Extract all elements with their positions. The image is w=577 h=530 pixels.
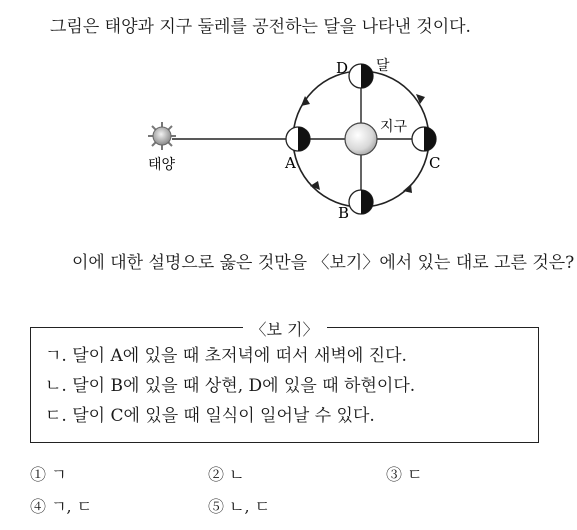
- moon-orbit-diagram: [0, 0, 577, 240]
- label-d: D: [336, 59, 349, 77]
- choice-2[interactable]: ② ㄴ: [208, 465, 245, 484]
- label-b: B: [338, 204, 350, 222]
- moon-a-icon: [286, 127, 310, 151]
- sun-icon: [148, 122, 176, 150]
- choice-3[interactable]: ③ ㄷ: [386, 465, 423, 484]
- label-c: C: [429, 154, 441, 172]
- bogi-title: 〈보 기〉: [243, 317, 327, 340]
- choice-4[interactable]: ④ ㄱ, ㄷ: [30, 497, 93, 516]
- question-intro: 그림은 태양과 지구 둘레를 공전하는 달을 나타낸 것이다.: [50, 17, 471, 37]
- orbit-arrow-nw: [416, 94, 425, 104]
- choice-1[interactable]: ① ㄱ: [30, 465, 67, 484]
- earth-label: 지구: [380, 119, 408, 135]
- statement-nieun: ㄴ. 달이 B에 있을 때 상현, D에 있을 때 하현이다.: [45, 376, 416, 396]
- label-a: A: [285, 154, 296, 172]
- orbit-arrow-ne: [301, 96, 310, 106]
- moon-d-icon: [349, 64, 373, 88]
- earth-icon: [345, 123, 377, 155]
- moon-c-icon: [412, 127, 436, 151]
- moon-b-icon: [349, 190, 373, 214]
- sun-label: 태양: [148, 157, 176, 173]
- choice-5[interactable]: ⑤ ㄴ, ㄷ: [208, 497, 271, 516]
- statement-digeut: ㄷ. 달이 C에 있을 때 일식이 일어날 수 있다.: [45, 406, 375, 426]
- question-ask: 이에 대한 설명으로 옳은 것만을 〈보기〉에서 있는 대로 고른 것은?: [72, 253, 575, 273]
- moon-label: 달: [376, 58, 390, 74]
- statement-giyeok: ㄱ. 달이 A에 있을 때 초저녁에 떠서 새벽에 진다.: [45, 346, 407, 366]
- bogi-box: [30, 320, 539, 443]
